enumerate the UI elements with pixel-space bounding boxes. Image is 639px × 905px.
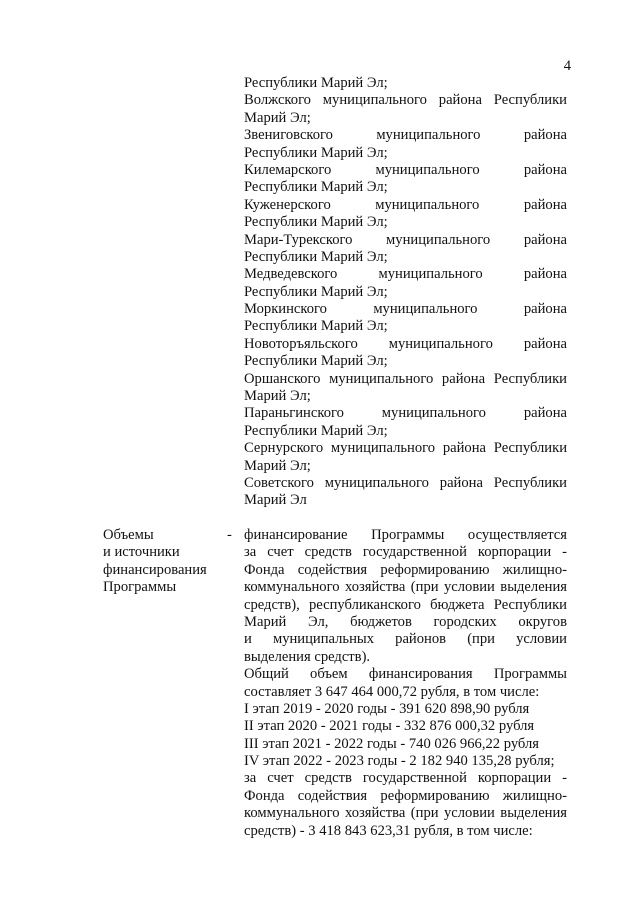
participant-line: Моркинского муниципального района <box>244 301 567 318</box>
participant-line: Волжского муниципального района Республики <box>244 92 567 109</box>
funding-line: IV этап 2022 - 2023 годы - 2 182 940 135,28 рубля; <box>244 753 555 770</box>
funding-line: I этап 2019 - 2020 годы - 391 620 898,90 рубля <box>244 700 530 717</box>
participant-line: Республики Марий Эл; <box>244 214 388 231</box>
funding-line: за счет средств государственной корпорации - <box>244 544 567 561</box>
participant-line: Марий Эл; <box>244 388 311 405</box>
participant-line: Новоторъяльского муниципального района <box>244 335 567 352</box>
participant-line: Марий Эл; <box>244 109 311 126</box>
participant-line: Марий Эл; <box>244 457 311 474</box>
participant-line: Республики Марий Эл; <box>244 422 388 439</box>
label-line: Программы <box>103 579 177 596</box>
participant-line: Медведевского муниципального района <box>244 266 567 283</box>
participant-line: Сернурского муниципального района Республики <box>244 440 567 457</box>
page-number: 4 <box>563 58 571 74</box>
funding-line: составляет 3 647 464 000,72 рубля, в том числе: <box>244 683 540 700</box>
funding-line: средств), республиканского бюджета Республики <box>244 596 567 613</box>
funding-line: средств) - 3 418 843 623,31 рубля, в том числе: <box>244 822 533 839</box>
funding-line: III этап 2021 - 2022 годы - 740 026 966,22 рубля <box>244 735 539 752</box>
participant-line: Килемарского муниципального района <box>244 161 567 178</box>
participant-line: Советского муниципального района Республики <box>244 474 567 491</box>
label-line: финансирования <box>103 561 207 578</box>
participant-line: Республики Марий Эл; <box>244 144 388 161</box>
funding-section-label <box>103 527 233 597</box>
participant-line: Мари-Турекского муниципального района <box>244 231 567 248</box>
participant-line: Республики Марий Эл; <box>244 353 388 370</box>
funding-line: Общий объем финансирования Программы <box>244 666 567 683</box>
participant-line: Республики Марий Эл; <box>244 179 388 196</box>
participant-line: Марий Эл <box>244 492 307 509</box>
participant-line: Звениговского муниципального района <box>244 127 567 144</box>
funding-section-body <box>244 527 567 840</box>
funding-line: коммунального хозяйства (при условии выделения <box>244 579 567 596</box>
funding-line: Фонда содействия реформированию жилищно- <box>244 787 567 804</box>
label-dash: - <box>227 527 232 543</box>
participant-line: Оршанского муниципального района Республики <box>244 370 567 387</box>
funding-line: финансирование Программы осуществляется <box>244 527 567 543</box>
funding-line: коммунального хозяйства (при условии выделения <box>244 805 567 822</box>
participant-line: Республики Марий Эл; <box>244 75 388 91</box>
label-line: и источники <box>103 544 180 561</box>
participant-line: Параньгинского муниципального района <box>244 405 567 422</box>
funding-line: Фонда содействия реформированию жилищно- <box>244 561 567 578</box>
funding-line: за счет средств государственной корпорации - <box>244 770 567 787</box>
funding-line: выделения средств). <box>244 648 371 665</box>
label-line: Объемы <box>103 527 154 543</box>
funding-line: и муниципальных районов (при условии <box>244 631 567 648</box>
participants-list <box>244 75 567 510</box>
funding-line: II этап 2020 - 2021 годы - 332 876 000,32 рубля <box>244 718 535 735</box>
participant-line: Республики Марий Эл; <box>244 318 388 335</box>
participant-line: Республики Марий Эл; <box>244 283 388 300</box>
funding-line: Марий Эл, бюджетов городских округов <box>244 613 567 630</box>
participant-line: Республики Марий Эл; <box>244 248 388 265</box>
participant-line: Куженерского муниципального района <box>244 196 567 213</box>
